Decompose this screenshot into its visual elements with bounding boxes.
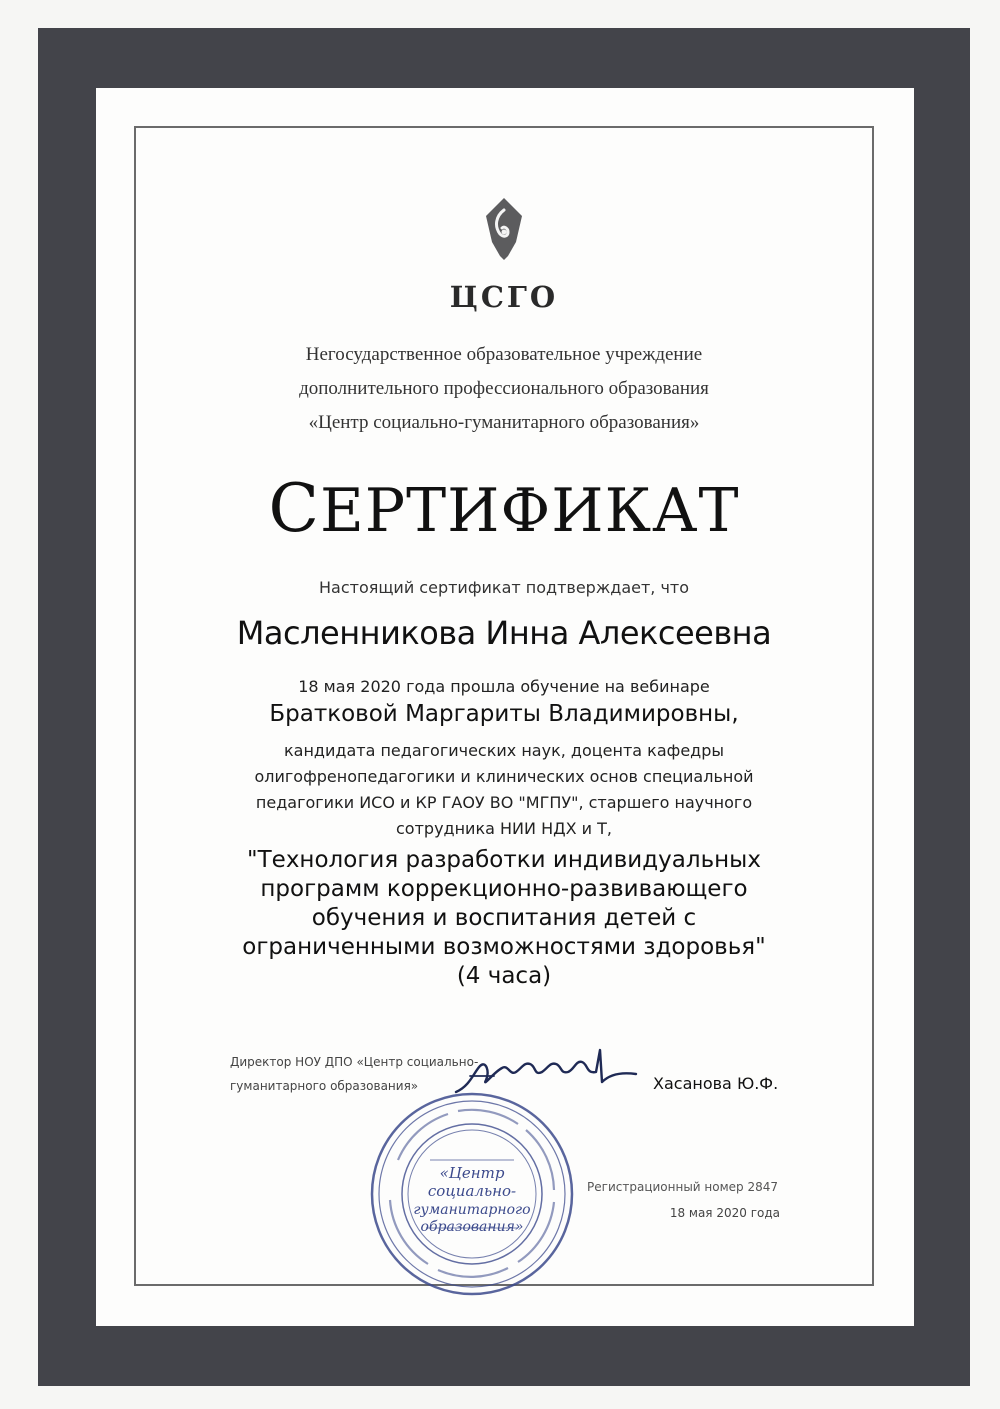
position-line: кандидата педагогических наук, доцента кафедры xyxy=(283,741,725,760)
stamp-text: образования» xyxy=(420,1219,524,1235)
stamp-text: социально- xyxy=(427,1182,517,1200)
role-line: гуманитарного образования» xyxy=(230,1079,419,1093)
logo-text: ЦСГО xyxy=(449,280,559,314)
role-line: Директор НОУ ДПО «Центр социально- xyxy=(230,1055,479,1069)
lecturer-name: Братковой Маргариты Владимировны, xyxy=(269,701,739,727)
date-line: 18 мая 2020 года прошла обучение на вебинаре xyxy=(298,677,710,696)
topic-line: ограниченными возможностями здоровья" xyxy=(242,934,766,960)
stamp-text: «Центр xyxy=(439,1164,505,1182)
title-rest: ЕРТИФИКАТ xyxy=(319,476,740,546)
round-stamp xyxy=(368,1090,576,1298)
registration-number: Регистрационный номер 2847 xyxy=(587,1180,778,1194)
org-line: Негосударственное образовательное учреждение xyxy=(305,344,703,365)
confirm-text: Настоящий сертификат подтверждает, что xyxy=(318,578,690,597)
position-line: педагогики ИСО и КР ГАОУ ВО "МГПУ", старшего научного xyxy=(255,793,753,812)
position-line: олигофренопедагогики и клинических основ специальной xyxy=(254,767,754,786)
organization-name xyxy=(134,338,874,440)
pen-nib-icon xyxy=(478,196,530,262)
topic-hours: (4 часа) xyxy=(456,963,552,989)
topic-line: программ коррекционно-развивающего xyxy=(260,876,748,902)
lecturer-position xyxy=(134,738,874,842)
topic-line: "Технология разработки индивидуальных xyxy=(247,847,761,873)
title-first-letter: С xyxy=(268,470,320,547)
topic-line: обучения и воспитания детей с xyxy=(311,905,697,931)
course-topic xyxy=(134,846,874,991)
signatory-name: Хасанова Ю.Ф. xyxy=(653,1074,779,1093)
registration-date: 18 мая 2020 года xyxy=(669,1206,780,1220)
position-line: сотрудника НИИ НДХ и Т, xyxy=(396,819,612,838)
certificate-title xyxy=(134,470,874,547)
stamp-text: гуманитарного xyxy=(413,1202,531,1218)
handwritten-signature xyxy=(450,1042,640,1102)
org-line: дополнительного профессионального образования xyxy=(299,378,709,399)
org-line: «Центр социально-гуманитарного образования» xyxy=(308,412,700,433)
recipient-name: Масленникова Инна Алексеевна xyxy=(236,614,772,652)
